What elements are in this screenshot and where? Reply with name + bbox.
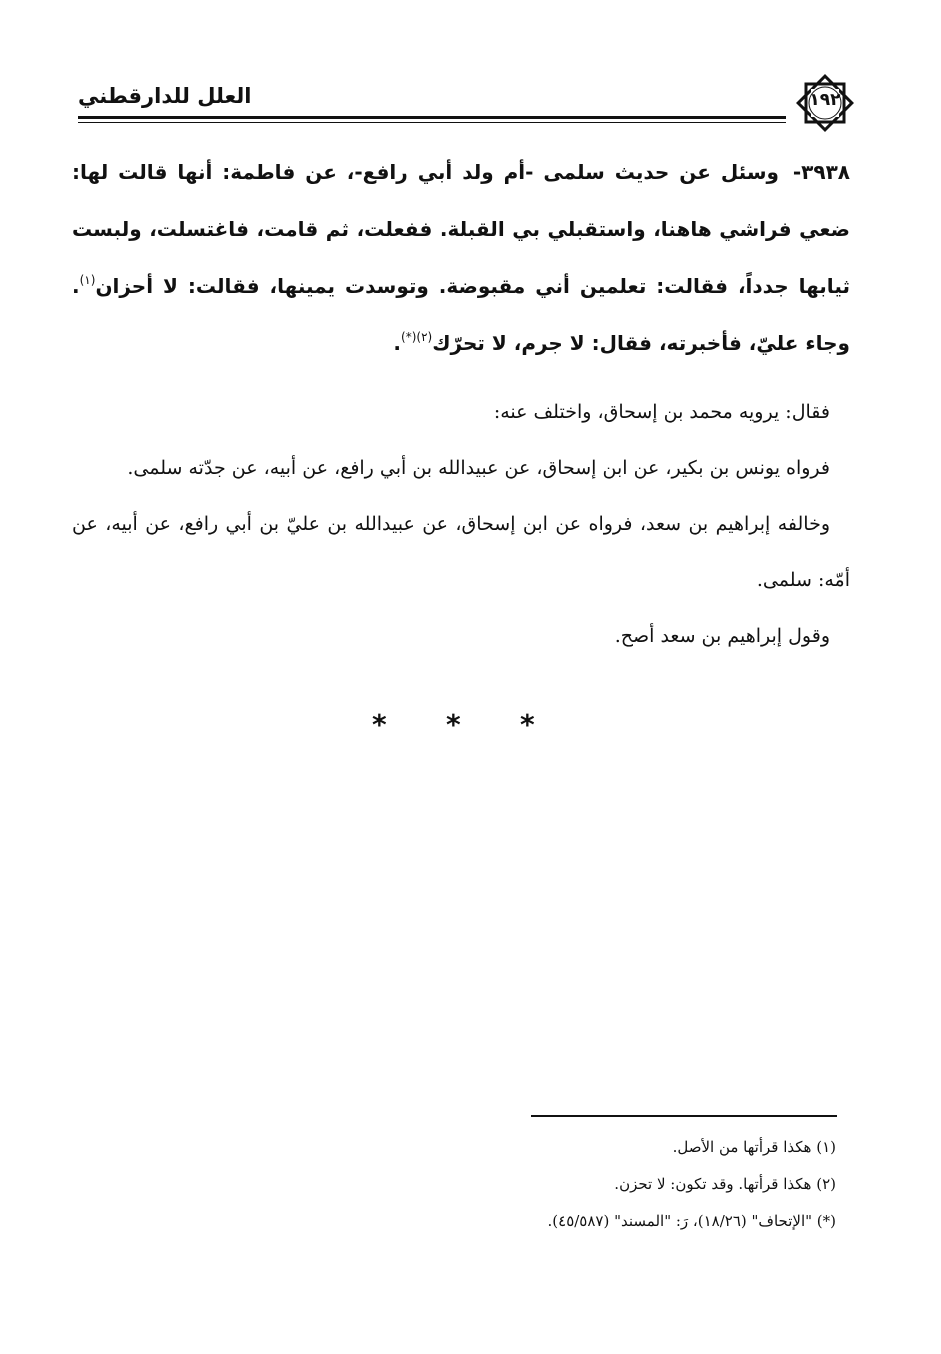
entry-text-part1: وسئل عن حديث سلمى -أم ولد أبي رافع-، عن فاطمة: أنها قالت لها: ضعي فراشي هاهنا، واستقبلي بي القبلة. ففعلت، ثم قامت، فاغتسلت، ولبست ثيابها جدداً، فقالت: تعلمين أني مقبوضة. وتوسدت يمينها، فقالت: لا أحزان bbox=[72, 160, 850, 298]
page-number-badge bbox=[794, 72, 856, 134]
body-paragraph: وخالفه إبراهيم بن سعد، فرواه عن ابن إسحاق، عن عبيدالله بن عليّ بن أبي رافع، عن أبيه، عن أمّه: سلمى. bbox=[72, 513, 850, 591]
page-number: ١٩٢ bbox=[809, 90, 841, 110]
separator-star: * bbox=[372, 708, 387, 741]
header-rule-thick bbox=[78, 116, 786, 119]
page-header bbox=[78, 72, 862, 128]
body-paragraph: فقال: يرويه محمد بن إسحاق، واختلف عنه: bbox=[493, 401, 830, 423]
entry-text-part3: . bbox=[393, 331, 402, 355]
footnote-rule bbox=[531, 1115, 837, 1117]
footnote-item: (*) "الإتحاف" (١٨/٢٦)، رَ: "المسند" (٤٥/٥٨٧). bbox=[547, 1212, 836, 1230]
separator-star: * bbox=[446, 708, 461, 741]
footnote-item: (٢) هكذا قرأتها. وقد تكون: لا تحزن. bbox=[614, 1175, 836, 1193]
book-title: العلل للدارقطني bbox=[78, 84, 252, 108]
body-paragraph: وقول إبراهيم بن سعد أصح. bbox=[614, 625, 830, 647]
entry-number: ٣٩٣٨- bbox=[792, 160, 850, 184]
page-body bbox=[72, 144, 850, 664]
entry-paragraph bbox=[72, 144, 850, 372]
header-rule-thin bbox=[78, 122, 786, 123]
section-separator bbox=[0, 708, 941, 741]
footnote-ref-2: (٢)(*) bbox=[401, 330, 433, 344]
separator-star: * bbox=[520, 708, 535, 741]
body-paragraph: فرواه يونس بن بكير، عن ابن إسحاق، عن عبيدالله بن أبي رافع، عن أبيه، عن جدّته سلمى. bbox=[127, 457, 830, 479]
footnote-item: (١) هكذا قرأتها من الأصل. bbox=[672, 1138, 836, 1156]
footnotes bbox=[200, 1134, 836, 1245]
entry-text-part2: . وجاء عليّ، فأخبرته، فقال: لا جرم، لا تحرّك bbox=[72, 274, 850, 355]
footnote-ref-1: (١) bbox=[79, 273, 96, 287]
